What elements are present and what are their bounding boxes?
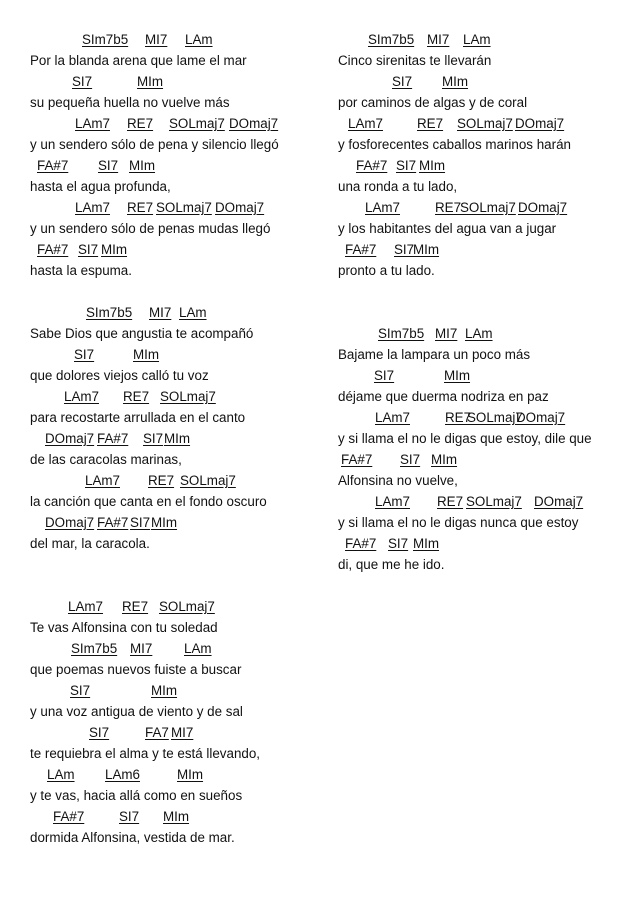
chord: MIm <box>137 74 164 89</box>
chord-line <box>30 806 330 827</box>
chord: DOmaj7 <box>45 515 95 530</box>
chord-line <box>338 155 630 176</box>
chord-line <box>30 596 330 617</box>
chord: RE7 <box>445 410 472 425</box>
chord: MIm <box>413 536 440 551</box>
chord: SIm7b5 <box>82 32 129 47</box>
chord: LAm <box>47 767 75 782</box>
chord-line <box>30 470 330 491</box>
lyric-line: y un sendero sólo de penas mudas llegó <box>30 221 271 236</box>
chord: SI7 <box>89 725 110 740</box>
chord: RE7 <box>417 116 444 131</box>
chord: MIm <box>164 431 191 446</box>
chord: SI7 <box>394 242 415 257</box>
chord: SI7 <box>78 242 99 257</box>
chord: SOLmaj7 <box>180 473 236 488</box>
chord: MIm <box>163 809 190 824</box>
chord-line <box>338 197 630 218</box>
chord: SIm7b5 <box>86 305 133 320</box>
chord-line <box>30 638 330 659</box>
chord-line <box>338 113 630 134</box>
chord: LAm7 <box>68 599 103 614</box>
chord: RE7 <box>122 599 149 614</box>
stanza <box>338 29 630 281</box>
chord: SI7 <box>98 158 119 173</box>
chord: MIm <box>151 683 178 698</box>
chord: FA#7 <box>345 242 377 257</box>
chord: DOmaj7 <box>45 431 95 446</box>
chord: DOmaj7 <box>534 494 584 509</box>
stanza <box>30 596 330 848</box>
chord: MI7 <box>130 641 153 656</box>
lyric-line: de las caracolas marinas, <box>30 452 182 467</box>
chord: MI7 <box>145 32 168 47</box>
chord: LAm <box>179 305 207 320</box>
chord: MI7 <box>149 305 172 320</box>
stanza <box>30 29 330 281</box>
chord: SI7 <box>400 452 421 467</box>
stanza-gap <box>30 575 330 596</box>
chord: MIm <box>129 158 156 173</box>
chord: MIm <box>442 74 469 89</box>
chord: MI7 <box>171 725 194 740</box>
lyric-line: dormida Alfonsina, vestida de mar. <box>30 830 235 845</box>
lyric-line: y te vas, hacia allá como en sueños <box>30 788 243 803</box>
chord: SI7 <box>143 431 164 446</box>
chord: FA#7 <box>97 515 129 530</box>
chord: MI7 <box>435 326 458 341</box>
chord: SI7 <box>396 158 417 173</box>
chord: SOLmaj7 <box>467 410 523 425</box>
chord: SOLmaj7 <box>160 389 216 404</box>
chord: SI7 <box>388 536 409 551</box>
chord: MI7 <box>427 32 450 47</box>
chord: LAm7 <box>75 116 110 131</box>
lyric-line: y fosforecentes caballos marinos harán <box>338 137 571 152</box>
chord-line <box>338 449 630 470</box>
chord: FA#7 <box>53 809 85 824</box>
chord: FA#7 <box>341 452 373 467</box>
lyric-line: hasta el agua profunda, <box>30 179 171 194</box>
chord: LAm7 <box>375 410 410 425</box>
chord-line <box>338 491 630 512</box>
lyric-line: Te vas Alfonsina con tu soledad <box>30 620 218 635</box>
lyric-line: la canción que canta en el fondo oscuro <box>30 494 267 509</box>
lyric-line: déjame que duerma nodriza en paz <box>338 389 549 404</box>
chord: LAm <box>184 641 212 656</box>
stanza-gap <box>30 554 330 575</box>
chord-line <box>338 71 630 92</box>
chord: SIm7b5 <box>378 326 425 341</box>
lyric-line: una ronda a tu lado, <box>338 179 458 194</box>
chord: FA#7 <box>356 158 388 173</box>
chord-line <box>338 323 630 344</box>
chord: DOmaj7 <box>516 410 566 425</box>
chord: MIm <box>177 767 204 782</box>
chord: SI7 <box>119 809 140 824</box>
lyric-line: para recostarte arrullada en el canto <box>30 410 246 425</box>
chord: MIm <box>444 368 471 383</box>
chord: SOLmaj7 <box>457 116 513 131</box>
chord-line <box>30 344 330 365</box>
lyric-line: y si llama el no le digas nunca que estoy <box>338 515 579 530</box>
chord: LAm <box>463 32 491 47</box>
chord: SI7 <box>74 347 95 362</box>
chord-line <box>30 197 330 218</box>
chord: RE7 <box>127 200 154 215</box>
chord: SI7 <box>392 74 413 89</box>
lyric-line: hasta la espuma. <box>30 263 132 278</box>
lyric-line: pronto a tu lado. <box>338 263 435 278</box>
chord: LAm7 <box>348 116 383 131</box>
chord-line <box>338 533 630 554</box>
chord-line <box>30 386 330 407</box>
chord-line <box>30 680 330 701</box>
stanza-gap <box>338 281 630 302</box>
chord-line <box>30 239 330 260</box>
stanza <box>338 323 630 575</box>
chord: SI7 <box>70 683 91 698</box>
lyric-line: por caminos de algas y de coral <box>338 95 528 110</box>
lyric-line: su pequeña huella no vuelve más <box>30 95 230 110</box>
chord: SI7 <box>130 515 151 530</box>
chord: FA#7 <box>37 158 69 173</box>
chord: RE7 <box>148 473 175 488</box>
lyric-line: Bajame la lampara un poco más <box>338 347 531 362</box>
lyric-line: y los habitantes del agua van a jugar <box>338 221 557 236</box>
lyric-line: y una voz antigua de viento y de sal <box>30 704 243 719</box>
chord: LAm <box>185 32 213 47</box>
chord: DOmaj7 <box>229 116 279 131</box>
chord: LAm7 <box>85 473 120 488</box>
chord: SIm7b5 <box>71 641 118 656</box>
chord-line <box>338 29 630 50</box>
chord: LAm <box>465 326 493 341</box>
chord: MIm <box>133 347 160 362</box>
left-column <box>30 29 330 848</box>
lyric-line: Sabe Dios que angustia te acompañó <box>30 326 254 341</box>
chord: LAm7 <box>375 494 410 509</box>
stanza <box>30 302 330 554</box>
chord: SOLmaj7 <box>169 116 225 131</box>
chord: DOmaj7 <box>215 200 265 215</box>
chord-line <box>338 365 630 386</box>
lyric-line: Cinco sirenitas te llevarán <box>338 53 492 68</box>
chord: FA7 <box>145 725 169 740</box>
lyric-line: Alfonsina no vuelve, <box>338 473 458 488</box>
chord: MIm <box>101 242 128 257</box>
chord: LAm7 <box>75 200 110 215</box>
chord-line <box>30 302 330 323</box>
stanza-gap <box>338 302 630 323</box>
chord: FA#7 <box>37 242 69 257</box>
lyric-line: que poemas nuevos fuiste a buscar <box>30 662 242 677</box>
chord: FA#7 <box>97 431 129 446</box>
chord-line <box>30 428 330 449</box>
chord-line <box>30 512 330 533</box>
lyric-line: di, que me he ido. <box>338 557 445 572</box>
chord-line <box>30 764 330 785</box>
chord: RE7 <box>435 200 462 215</box>
lyric-line: y si llama el no le digas que estoy, dile que <box>338 431 592 446</box>
chord: SOLmaj7 <box>159 599 215 614</box>
chord: SOLmaj7 <box>466 494 522 509</box>
chord: RE7 <box>437 494 464 509</box>
chord-line <box>30 722 330 743</box>
lyric-line: Por la blanda arena que lame el mar <box>30 53 247 68</box>
chord: SI7 <box>72 74 93 89</box>
chord: RE7 <box>123 389 150 404</box>
chord-line <box>30 71 330 92</box>
chord: MIm <box>431 452 458 467</box>
lyric-line: que dolores viejos calló tu voz <box>30 368 209 383</box>
chord-line <box>30 113 330 134</box>
right-column <box>338 29 630 575</box>
chord-line <box>30 29 330 50</box>
stanza-gap <box>30 281 330 302</box>
chord-line <box>338 239 630 260</box>
chord-line <box>338 407 630 428</box>
chord: SIm7b5 <box>368 32 415 47</box>
lyric-line: y un sendero sólo de pena y silencio llegó <box>30 137 279 152</box>
chord: FA#7 <box>345 536 377 551</box>
chord: DOmaj7 <box>518 200 568 215</box>
chord: DOmaj7 <box>515 116 565 131</box>
chord: MIm <box>419 158 446 173</box>
chord: LAm7 <box>64 389 99 404</box>
chord: LAm6 <box>105 767 140 782</box>
chord: MIm <box>151 515 178 530</box>
chord: LAm7 <box>365 200 400 215</box>
chord: MIm <box>413 242 440 257</box>
lyric-line: te requiebra el alma y te está llevando, <box>30 746 261 761</box>
lyric-line: del mar, la caracola. <box>30 536 150 551</box>
chord: SOLmaj7 <box>156 200 212 215</box>
chord: SOLmaj7 <box>460 200 516 215</box>
chord: SI7 <box>374 368 395 383</box>
chord: RE7 <box>127 116 154 131</box>
chord-line <box>30 155 330 176</box>
